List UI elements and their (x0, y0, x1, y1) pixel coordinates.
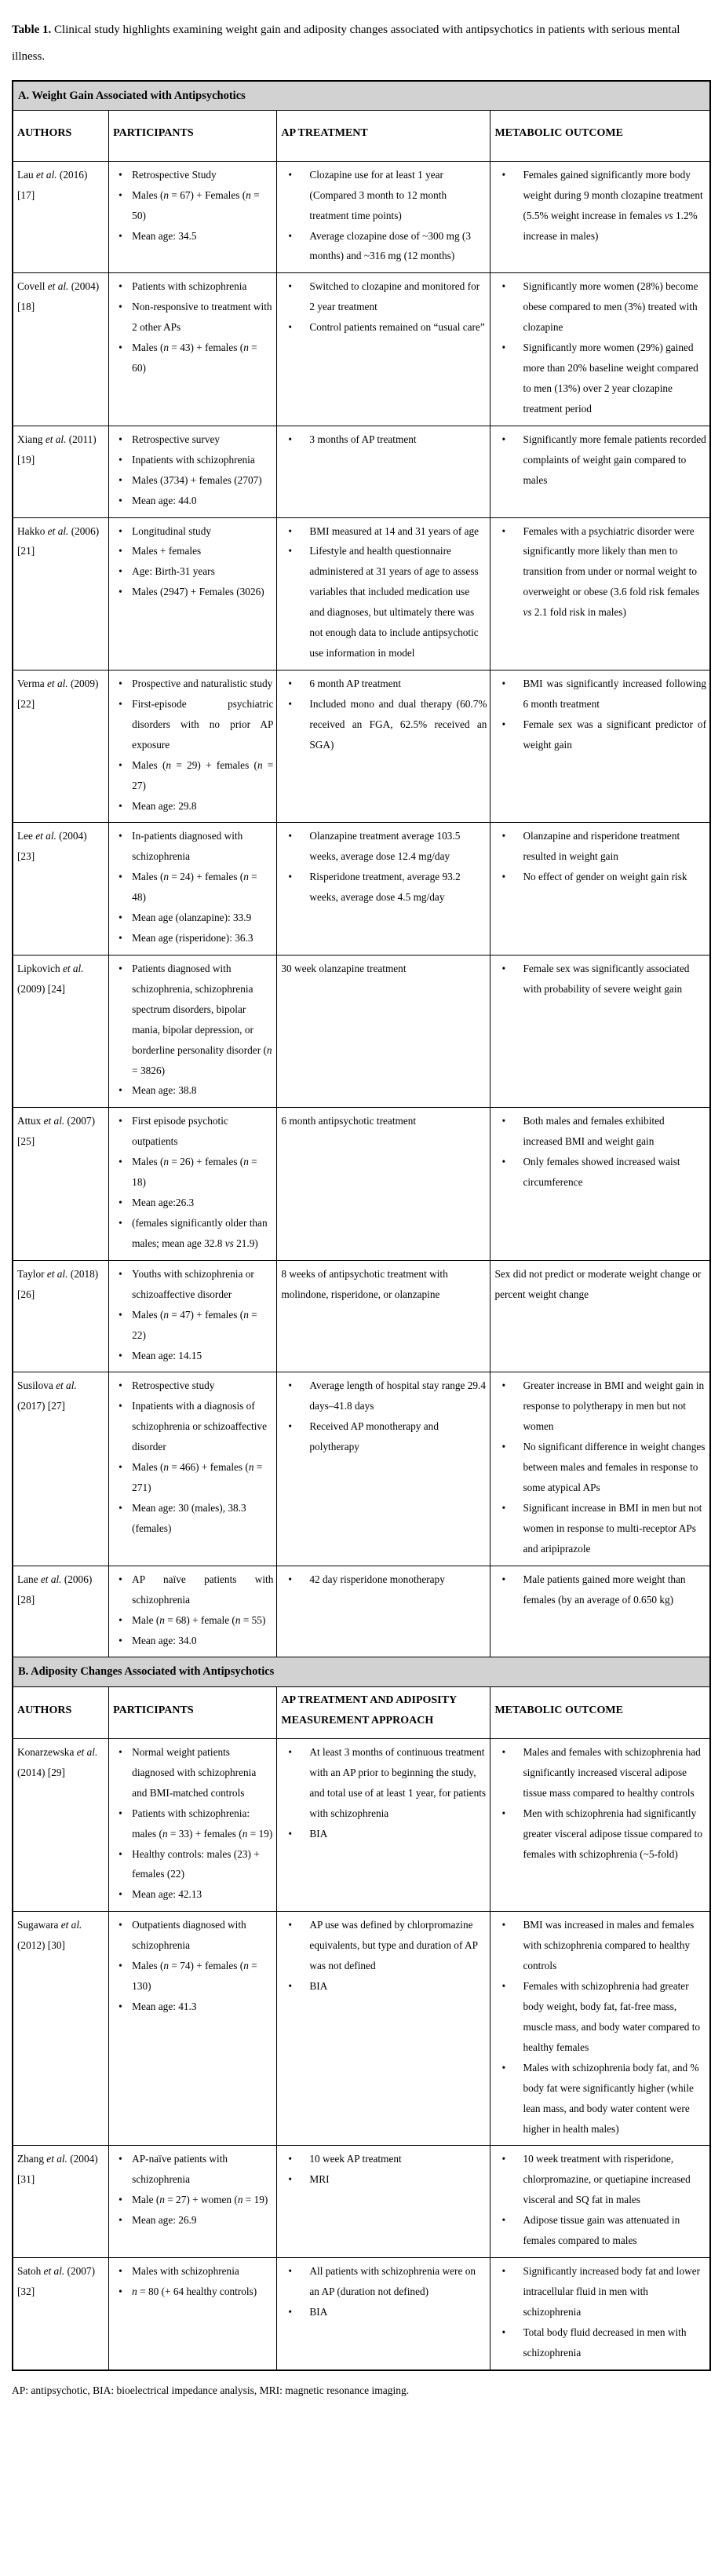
bullet-item: • Longitudinal study (113, 521, 273, 542)
bullet-list (281, 826, 487, 908)
bullet-item: • Male (n = 68) + female (n = 55) (113, 1610, 273, 1631)
bullet-list (113, 1264, 273, 1366)
bullet-item: • Total body fluid decreased in men with schizophrenia (494, 2322, 706, 2363)
authors-cell: Lee et al. (2004) [23] (13, 823, 109, 955)
bullet-item: • AP use was defined by chlorpromazine equivalents, but type and duration of AP was not defined (281, 1915, 487, 1976)
bullet-item: • Male patients gained more weight than females (by an average of 0.650 kg) (494, 1569, 706, 1610)
outcome-cell (490, 1912, 710, 2146)
participants-cell (109, 426, 277, 517)
bullet-list (113, 1569, 273, 1651)
bullet-item: • Normal weight patients diagnosed with schizophrenia and BMI-matched controls (113, 1742, 273, 1803)
bullet-item: • (females significantly older than males; mean age 32.8 vs 21.9) (113, 1213, 273, 1254)
bullet-item: • Significantly increased body fat and lower intracellular fluid in men with schizophrenia (494, 2261, 706, 2322)
bullet-item: • Mean age: 44.0 (113, 491, 273, 511)
section-header-row (13, 1657, 710, 1686)
bullet-item: • All patients with schizophrenia were on an AP (duration not defined) (281, 2261, 487, 2302)
column-header: AUTHORS (13, 1686, 109, 1738)
bullet-list (494, 1376, 706, 1558)
bullet-list (281, 1915, 487, 1997)
bullet-list (281, 429, 487, 450)
participants-cell (109, 670, 277, 822)
participants-cell (109, 1738, 277, 1911)
bullet-list (281, 1742, 487, 1844)
bullet-item: • Patients diagnosed with schizophrenia, schizophrenia spectrum disorders, bipolar mania, bipolar depression, or borderline personality disorder (n = 3826) (113, 959, 273, 1081)
treatment-cell (277, 273, 490, 426)
bullet-list (113, 826, 273, 948)
bullet-item: • Outpatients diagnosed with schizophrenia (113, 1915, 273, 1956)
bullet-item: • Mean age: 38.8 (113, 1080, 273, 1101)
authors-cell: Satoh et al. (2007) [32] (13, 2258, 109, 2370)
bullet-item: • Males (2947) + Females (3026) (113, 582, 273, 602)
bullet-list (281, 2149, 487, 2190)
bullet-list (494, 1569, 706, 1610)
bullet-item: • Olanzapine and risperidone treatment resulted in weight gain (494, 826, 706, 867)
bullet-item: • Male (n = 27) + women (n = 19) (113, 2190, 273, 2210)
bullet-item: • Received AP monotherapy and polytherapy (281, 1416, 487, 1457)
bullet-item: • Healthy controls: males (23) + females (22) (113, 1844, 273, 1885)
authors-cell: Covell et al. (2004) [18] (13, 273, 109, 426)
column-header: AP TREATMENT AND ADIPOSITY MEASUREMENT APPROACH (277, 1686, 490, 1738)
bullet-item: • Significantly more women (29%) gained more than 20% baseline weight compared to men (13%) over 2 year clozapine treatment period (494, 338, 706, 419)
bullet-list (113, 2261, 273, 2302)
authors-cell: Hakko et al. (2006) [21] (13, 517, 109, 670)
outcome-cell (490, 517, 710, 670)
column-header-row (13, 110, 710, 161)
cell-text: Sex did not predict or moderate weight change or percent weight change (494, 1267, 702, 1300)
bullet-item: • Mean age: 34.5 (113, 226, 273, 247)
column-header: PARTICIPANTS (109, 110, 277, 161)
bullet-item: • Patients with schizophrenia: males (n = 33) + females (n = 19) (113, 1803, 273, 1844)
participants-cell (109, 1260, 277, 1372)
bullet-item: • Females with schizophrenia had greater body weight, body fat, fat-free mass, muscle mass, and body water compared to healthy females (494, 1976, 706, 2058)
study-row (13, 1912, 710, 2146)
bullet-item: • Retrospective survey (113, 429, 273, 450)
outcome-cell (490, 161, 710, 273)
clinical-studies-table (12, 80, 711, 2371)
study-row (13, 1372, 710, 1566)
bullet-list (494, 429, 706, 491)
bullet-list (113, 429, 273, 511)
outcome-cell (490, 273, 710, 426)
bullet-item: • Significantly more women (28%) become obese compared to men (3%) treated with clozapine (494, 276, 706, 338)
authors-cell: Susilova et al. (2017) [27] (13, 1372, 109, 1566)
bullet-item: • MRI (281, 2169, 487, 2190)
bullet-item: • Youths with schizophrenia or schizoaffective disorder (113, 1264, 273, 1305)
outcome-cell (490, 1108, 710, 1260)
authors-cell: Attux et al. (2007) [25] (13, 1108, 109, 1260)
bullet-item: • Control patients remained on “usual care” (281, 317, 487, 338)
bullet-list (494, 276, 706, 418)
cell-text: 30 week olanzapine treatment (281, 962, 407, 974)
bullet-list (494, 2261, 706, 2363)
bullet-item: • Mean age: 29.8 (113, 796, 273, 817)
caption-text: Clinical study highlights examining weight gain and adiposity changes associated with antipsychotics in patients with serious mental illness. (12, 24, 680, 63)
study-row (13, 1566, 710, 1657)
bullet-item: • Greater increase in BMI and weight gain in response to polytherapy in men but not women (494, 1376, 706, 1437)
bullet-item: • Males (n = 466) + females (n = 271) (113, 1457, 273, 1498)
bullet-list (113, 1915, 273, 2017)
participants-cell (109, 161, 277, 273)
participants-cell (109, 2258, 277, 2370)
authors-cell: Taylor et al. (2018) [26] (13, 1260, 109, 1372)
table-caption (12, 17, 711, 71)
bullet-item: • Average length of hospital stay range 29.4 days–41.8 days (281, 1376, 487, 1416)
bullet-item: • No effect of gender on weight gain risk (494, 867, 706, 887)
bullet-list (494, 1915, 706, 2139)
treatment-cell (277, 823, 490, 955)
treatment-cell (277, 1566, 490, 1657)
participants-cell (109, 1372, 277, 1566)
authors-cell: Lipkovich et al. (2009) [24] (13, 955, 109, 1107)
study-row (13, 1260, 710, 1372)
study-row (13, 823, 710, 955)
bullet-list (494, 521, 706, 623)
study-row (13, 161, 710, 273)
bullet-list (113, 165, 273, 247)
bullet-item: • Non-responsive to treatment with 2 other APs (113, 297, 273, 338)
bullet-list (494, 165, 706, 247)
treatment-cell (277, 517, 490, 670)
participants-cell (109, 2146, 277, 2258)
participants-cell (109, 517, 277, 670)
outcome-cell (490, 2146, 710, 2258)
treatment-cell (277, 1260, 490, 1372)
bullet-item: • 10 week AP treatment (281, 2149, 487, 2169)
bullet-list (113, 276, 273, 378)
outcome-cell (490, 426, 710, 517)
bullet-item: • Prospective and naturalistic study (113, 674, 273, 694)
section-title: A. Weight Gain Associated with Antipsychotics (13, 81, 710, 111)
bullet-item: • Mean age (olanzapine): 33.9 (113, 908, 273, 928)
bullet-item: • BMI measured at 14 and 31 years of age (281, 521, 487, 542)
participants-cell (109, 955, 277, 1107)
participants-cell (109, 1566, 277, 1657)
bullet-item: • Significant increase in BMI in men but not women in response to multi-receptor APs and aripiprazole (494, 1498, 706, 1559)
treatment-cell (277, 1912, 490, 2146)
treatment-cell (277, 161, 490, 273)
bullet-item: • Men with schizophrenia had significantly greater visceral adipose tissue compared to females with schizophrenia (~5-fold) (494, 1803, 706, 1865)
bullet-item: • Mean age: 14.15 (113, 1346, 273, 1366)
bullet-list (281, 521, 487, 663)
section-title: B. Adiposity Changes Associated with Antipsychotics (13, 1657, 710, 1686)
bullet-item: • Female sex was significantly associated with probability of severe weight gain (494, 959, 706, 999)
bullet-list (281, 276, 487, 338)
bullet-item: • Males with schizophrenia body fat, and % body fat were significantly higher (while lean mass, and body water content were higher in health males) (494, 2058, 706, 2139)
bullet-item: • Retrospective Study (113, 165, 273, 185)
bullet-item: • BIA (281, 2302, 487, 2322)
bullet-list (113, 2149, 273, 2231)
bullet-list (281, 165, 487, 267)
bullet-list (281, 674, 487, 755)
bullet-item: • Switched to clozapine and monitored for 2 year treatment (281, 276, 487, 317)
bullet-item: • Significantly more female patients recorded complaints of weight gain compared to males (494, 429, 706, 491)
bullet-item: • Both males and females exhibited increased BMI and weight gain (494, 1111, 706, 1152)
bullet-list (113, 959, 273, 1101)
outcome-cell (490, 1260, 710, 1372)
column-header: AP TREATMENT (277, 110, 490, 161)
study-row (13, 670, 710, 822)
bullet-item: • Males (3734) + females (2707) (113, 470, 273, 491)
section-header-row (13, 81, 710, 111)
bullet-list (113, 1111, 273, 1253)
treatment-cell (277, 955, 490, 1107)
bullet-list (494, 674, 706, 755)
bullet-item: • BIA (281, 1976, 487, 1997)
bullet-item: • Mean age: 42.13 (113, 1884, 273, 1905)
bullet-list (494, 826, 706, 887)
bullet-item: • Males (n = 24) + females (n = 48) (113, 867, 273, 908)
bullet-item: • Males + females (113, 541, 273, 561)
outcome-cell (490, 670, 710, 822)
table-body (13, 81, 710, 2370)
bullet-item: • Males and females with schizophrenia had significantly increased visceral adipose tissue mass compared to healthy controls (494, 1742, 706, 1803)
treatment-cell (277, 1108, 490, 1260)
study-row (13, 955, 710, 1107)
bullet-item: • Lifestyle and health questionnaire administered at 31 years of age to assess variables that included medication use and diagnoses, but ultimately there was not enough data to include antipsychotic use information in model (281, 541, 487, 663)
outcome-cell (490, 1566, 710, 1657)
cell-text: 6 month antipsychotic treatment (281, 1115, 417, 1127)
outcome-cell (490, 1738, 710, 1911)
column-header: METABOLIC OUTCOME (490, 110, 710, 161)
bullet-item: • Adipose tissue gain was attenuated in females compared to males (494, 2210, 706, 2251)
bullet-item: • n = 80 (+ 64 healthy controls) (113, 2282, 273, 2302)
outcome-cell (490, 955, 710, 1107)
participants-cell (109, 823, 277, 955)
bullet-item: • 3 months of AP treatment (281, 429, 487, 450)
bullet-item: • 6 month AP treatment (281, 674, 487, 694)
bullet-item: • Olanzapine treatment average 103.5 weeks, average dose 12.4 mg/day (281, 826, 487, 867)
bullet-item: • 42 day risperidone monotherapy (281, 1569, 487, 1590)
column-header: METABOLIC OUTCOME (490, 1686, 710, 1738)
study-row (13, 1108, 710, 1260)
bullet-item: • In-patients diagnosed with schizophrenia (113, 826, 273, 867)
bullet-item: • Female sex was a significant predictor of weight gain (494, 714, 706, 755)
cell-text: 8 weeks of antipsychotic treatment with molindone, risperidone, or olanzapine (281, 1267, 448, 1300)
bullet-list (113, 674, 273, 816)
participants-cell (109, 1108, 277, 1260)
bullet-item: • AP-naïve patients with schizophrenia (113, 2149, 273, 2190)
outcome-cell (490, 823, 710, 955)
bullet-item: • Age: Birth-31 years (113, 561, 273, 582)
study-row (13, 517, 710, 670)
participants-cell (109, 1912, 277, 2146)
bullet-item: • First episode psychotic outpatients (113, 1111, 273, 1152)
bullet-item: • BMI was significantly increased following 6 month treatment (494, 674, 706, 714)
bullet-list (281, 1376, 487, 1457)
bullet-item: • Risperidone treatment, average 93.2 weeks, average dose 4.5 mg/day (281, 867, 487, 908)
bullet-list (494, 1742, 706, 1865)
bullet-list (494, 959, 706, 999)
column-header-row (13, 1686, 710, 1738)
study-row (13, 2146, 710, 2258)
bullet-item: • Males (n = 47) + females (n = 22) (113, 1305, 273, 1346)
bullet-item: • First-episode psychiatric disorders with no prior AP exposure (113, 694, 273, 755)
bullet-item: • Inpatients with schizophrenia (113, 450, 273, 470)
column-header: AUTHORS (13, 110, 109, 161)
bullet-item: • Mean age:26.3 (113, 1193, 273, 1213)
bullet-item: • Mean age: 34.0 (113, 1631, 273, 1651)
authors-cell: Zhang et al. (2004) [31] (13, 2146, 109, 2258)
study-row (13, 1738, 710, 1911)
treatment-cell (277, 1372, 490, 1566)
bullet-item: • Males (n = 67) + Females (n = 50) (113, 185, 273, 226)
treatment-cell (277, 426, 490, 517)
study-row (13, 426, 710, 517)
bullet-list (494, 1111, 706, 1193)
bullet-item: • Males with schizophrenia (113, 2261, 273, 2282)
bullet-item: • BIA (281, 1824, 487, 1844)
treatment-cell (277, 2146, 490, 2258)
bullet-item: • Males (n = 26) + females (n = 18) (113, 1152, 273, 1193)
bullet-item: • Females gained significantly more body weight during 9 month clozapine treatment (5.5% weight increase in females vs 1.2% increase in males) (494, 165, 706, 247)
authors-cell: Verma et al. (2009) [22] (13, 670, 109, 822)
bullet-item: • At least 3 months of continuous treatment with an AP prior to beginning the study, and total use of at least 1 year, for patients with schizophrenia (281, 1742, 487, 1824)
study-row (13, 273, 710, 426)
treatment-cell (277, 670, 490, 822)
bullet-item: • BMI was increased in males and females with schizophrenia compared to healthy controls (494, 1915, 706, 1976)
bullet-item: • Retrospective study (113, 1376, 273, 1396)
authors-cell: Konarzewska et al. (2014) [29] (13, 1738, 109, 1911)
authors-cell: Sugawara et al. (2012) [30] (13, 1912, 109, 2146)
caption-label: Table 1. (12, 24, 52, 36)
bullet-item: • Mean age: 26.9 (113, 2210, 273, 2231)
bullet-item: • Only females showed increased waist circumference (494, 1152, 706, 1193)
bullet-item: • Included mono and dual therapy (60.7% received an FGA, 62.5% received an SGA) (281, 694, 487, 755)
treatment-cell (277, 1738, 490, 1911)
bullet-list (494, 2149, 706, 2251)
bullet-list (113, 1376, 273, 1538)
abbreviation-footnote: AP: antipsychotic, BIA: bioelectrical impedance analysis, MRI: magnetic resonance imaging. (12, 2384, 410, 2396)
bullet-item: • Average clozapine dose of ~300 mg (3 months) and ~316 mg (12 months) (281, 226, 487, 267)
bullet-item: • AP naïve patients with schizophrenia (113, 1569, 273, 1610)
study-row (13, 2258, 710, 2370)
outcome-cell (490, 2258, 710, 2370)
bullet-item: • Clozapine use for at least 1 year (Compared 3 month to 12 month treatment time points) (281, 165, 487, 226)
bullet-item: • Males (n = 29) + females (n = 27) (113, 755, 273, 796)
participants-cell (109, 273, 277, 426)
bullet-item: • Males (n = 43) + females (n = 60) (113, 338, 273, 378)
bullet-item: • No significant difference in weight changes between males and females in response to some atypical APs (494, 1437, 706, 1498)
authors-cell: Lau et al. (2016) [17] (13, 161, 109, 273)
authors-cell: Lane et al. (2006) [28] (13, 1566, 109, 1657)
bullet-item: • Inpatients with a diagnosis of schizophrenia or schizoaffective disorder (113, 1396, 273, 1457)
bullet-list (113, 1742, 273, 1905)
authors-cell: Xiang et al. (2011) [19] (13, 426, 109, 517)
bullet-list (113, 521, 273, 603)
bullet-list (281, 2261, 487, 2322)
bullet-item: • Mean age: 41.3 (113, 1997, 273, 2017)
bullet-list (281, 1569, 487, 1590)
bullet-item: • Males (n = 74) + females (n = 130) (113, 1956, 273, 1997)
bullet-item: • 10 week treatment with risperidone, chlorpromazine, or quetiapine increased visceral and SQ fat in males (494, 2149, 706, 2210)
bullet-item: • Mean age: 30 (males), 38.3 (females) (113, 1498, 273, 1539)
outcome-cell (490, 1372, 710, 1566)
bullet-item: • Mean age (risperidone): 36.3 (113, 928, 273, 948)
treatment-cell (277, 2258, 490, 2370)
bullet-item: • Patients with schizophrenia (113, 276, 273, 297)
column-header: PARTICIPANTS (109, 1686, 277, 1738)
bullet-item: • Females with a psychiatric disorder were significantly more likely than men to transition from under or normal weight to overweight or obese (3.6 fold risk females vs 2.1 fold risk in males) (494, 521, 706, 623)
